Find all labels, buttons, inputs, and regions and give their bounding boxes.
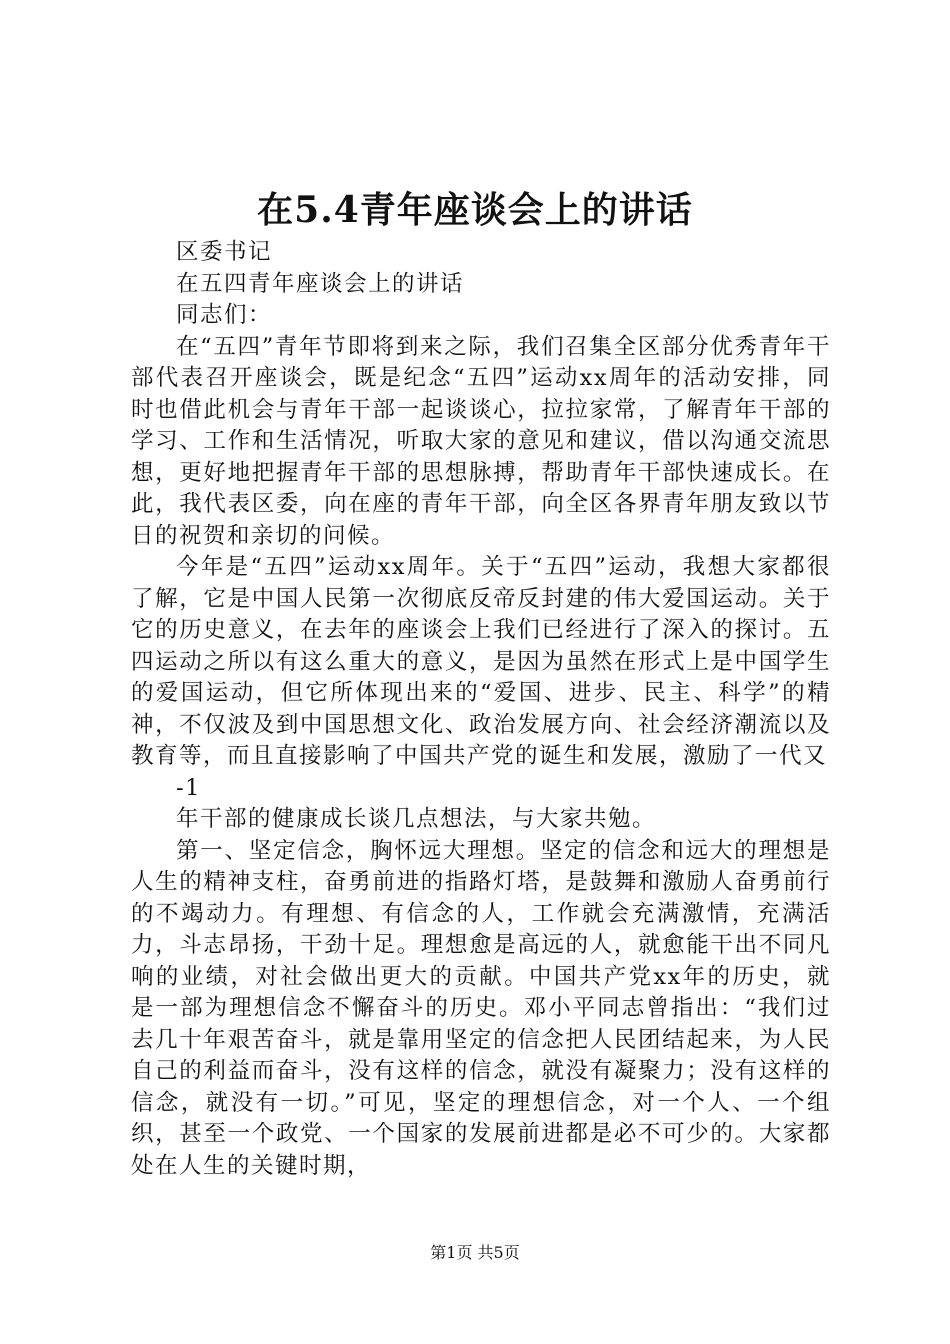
salutation: 同志们： — [176, 302, 273, 328]
paragraph-intro: 在“五四”青年节即将到来之际，我们召集全区部分优秀青年干部代表召开座谈会，既是纪念“五四”运动xx周年的活动安排，同时也借此机会与青年干部一起谈谈心，拉拉家常，了解青年干部的学习、工作和生活情况，听取大家的意见和建议，借以沟通交流思想，更好地把握青年干部的思想脉搏，帮助青年干部快速成长。在此，我代表区委，向在座的青年干部，向全区各界青年朋友致以节日的祝贺和亲切的问候。 — [131, 333, 831, 549]
paragraph-point-one: 第一、坚定信念，胸怀远大理想。坚定的信念和远大的理想是人生的精神支柱，奋勇前进的指路灯塔，是鼓舞和激励人奋勇前行的不竭动力。有理想、有信念的人，工作就会充满激情，充满活力，斗志昂扬，干劲十足。理想愈是高远的人，就愈能干出不同凡响的业绩，对社会做出更大的贡献。中国共产党xx年的历史，就是一部为理想信念不懈奋斗的历史。邓小平同志曾指出：“我们过去几十年艰苦奋斗，就是靠用坚定的信念把人民团结起来，为人民自己的利益而奋斗，没有这样的信念，就没有凝聚力；没有这样的信念，就没有一切。”可见，坚定的理想信念，对一个人、一个组织，甚至一个政党、一个国家的发展前进都是必不可少的。大家都处在人生的关键时期， — [131, 837, 831, 1179]
document-body — [131, 237, 831, 1182]
document-title: 在5.4青年座谈会上的讲话 — [257, 189, 693, 231]
paragraph-history: 今年是“五四”运动xx周年。关于“五四”运动，我想大家都很了解，它是中国人民第一次彻底反帝反封建的伟大爱国运动。关于它的历史意义，在去年的座谈会上我们已经进行了深入的探讨。五四运动之所以有这么重大的意义，是因为虽然在形式上是中国学生的爱国运动，但它所体现出来的“爱国、进步、民主、科学”的精神，不仅波及到中国思想文化、政治发展方向、社会经济潮流以及教育等，而且直接影响了中国共产党的诞生和发展，激励了一代又 — [131, 554, 831, 769]
page-marker: -1 — [176, 774, 201, 801]
paragraph-transition: 年干部的健康成长谈几点想法，与大家共勉。 — [176, 806, 657, 832]
subtitle-line: 在五四青年座谈会上的讲话 — [176, 270, 465, 297]
author-line: 区委书记 — [176, 239, 273, 265]
page-footer: 第1页 共5页 — [430, 1243, 520, 1262]
